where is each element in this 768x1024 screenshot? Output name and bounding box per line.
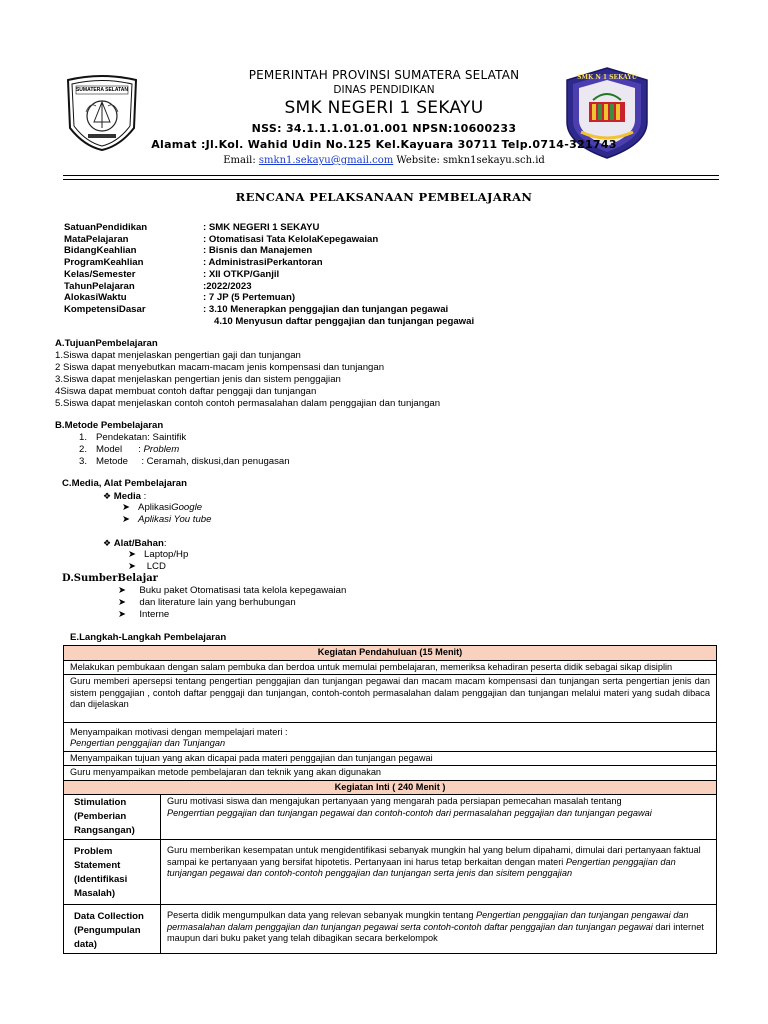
letterhead-school-name: SMK NEGERI 1 SEKAYU	[284, 98, 484, 118]
identity-value: : 7 JP (5 Pertemuan)	[203, 292, 296, 304]
table-row	[64, 795, 717, 840]
section-title: A.TujuanPembelajaran	[55, 338, 158, 349]
table-row	[64, 766, 717, 781]
table-cell: Guru memberi apersepsi tentang pengertian penggajian dan tunjangan pegawai dan macam macam kompensasi dan tunjangan serta pengertian jenis dan sistem penggajian , contoh daftar penggaji dan tunjangan, contoh-contoh permasalahan dalam penggajian dan tunjangan melalui materi yang sudah dibaca dan dijelaskan	[64, 675, 717, 723]
list-item: 2 Siswa dapat menyebutkan macam-macam jenis kompensasi dan tunjangan	[55, 362, 385, 373]
section-tujuan	[55, 338, 735, 410]
list-item: ➤ Laptop/Hp	[128, 549, 189, 560]
identity-block	[0, 222, 768, 332]
step-description: Peserta didik mengumpulkan data yang relevan sebanyak mungkin tentang Pengertian penggajian dan tunjangan pengawai dan permasalahan dalam penggajian dan tunjangan pegawai serta contoh-contoh daftar penggajian dan tunjangan pegawai dari internet maupun dari buku paket yang telah dibagikan secara berkelompok	[161, 905, 717, 954]
identity-value: : Bisnis dan Manajemen	[203, 245, 313, 257]
province-logo-text: SUMATERA SELATAN	[75, 87, 129, 93]
table-cell: Melakukan pembukaan dengan salam pembuka dan berdoa untuk memulai pembelajaran, memeriksa kehadiran peserta didik sebagai sikap disiplin	[64, 660, 717, 675]
section-title: C.Media, Alat Pembelajaran	[62, 478, 187, 489]
table-cell: Menyampaikan tujuan yang akan dicapai pada materi penggajian dan tunjangan pegawai	[64, 751, 717, 766]
identity-key: TahunPelajaran	[64, 280, 135, 292]
media-heading: ❖ Media :	[103, 491, 147, 502]
letterhead-contact	[0, 155, 768, 166]
identity-key: BidangKeahlian	[64, 245, 137, 257]
table-cell: Menyampaikan motivasi dengan mempelajari materi : Pengertian penggajian dan Tunjangan	[64, 722, 717, 751]
list-item: 5.Siswa dapat menjelaskan contoh contoh permasalahan dalam penggajian dan tunjangan	[55, 398, 441, 409]
list-item: ➤ Buku paket Otomatisasi tata kelola kepegawaian	[118, 585, 347, 596]
identity-value: : XII OTKP/Ganjil	[203, 268, 280, 280]
diamond-bullet-icon: ❖	[103, 538, 112, 548]
table-row	[64, 780, 717, 795]
table-row	[64, 646, 717, 661]
section-title: D.SumberBelajar	[62, 573, 158, 584]
diamond-bullet-icon: ❖	[103, 491, 112, 501]
identity-value: : AdministrasiPerkantoran	[203, 257, 323, 269]
document-title: RENCANA PELAKSANAAN PEMBELAJARAN	[235, 190, 533, 204]
identity-value: 4.10 Menyusun daftar penggajian dan tunjangan pegawai	[214, 315, 475, 327]
identity-value: : SMK NEGERI 1 SEKAYU	[203, 222, 320, 233]
list-item: 1.Siswa dapat menjelaskan pengertian gaji dan tunjangan	[55, 350, 301, 361]
identity-value: :2022/2023	[203, 280, 252, 292]
step-description: Guru memberikan kesempatan untuk mengidentifikasi sebanyak mungkin hal yang belum dipahami, dimulai dari pertanyaan faktual sampai ke pertanyaan yang bersifat hipotetis. Pertanyaan ini harus tetap berkaitan dengan materi Pengertian penggajian dan tunjangan pegawai dan contoh-contoh penggajian dan tunjangan serta jenis dan sisitem penggajian	[161, 840, 717, 905]
letterhead-rule-thin	[63, 179, 719, 180]
step-description: Guru motivasi siswa dan mengajukan pertanyaan yang mengarah pada persiapan pemecahan masalah tentang Pengerrtian peggajian dan tunjangan pegawai dan contoh-contoh dari permasalahan peggajian dan tunjangan pegawai	[161, 795, 717, 840]
section-title: E.Langkah-Langkah Pembelajaran	[70, 632, 227, 643]
table-row	[64, 905, 717, 954]
identity-key: KompetensiDasar	[64, 303, 146, 315]
section-metode	[55, 420, 735, 468]
letterhead-nss: NSS: 34.1.1.1.01.01.001 NPSN:10600233	[251, 122, 517, 135]
list-item: ➤ dan literature lain yang berhubungan	[118, 597, 296, 608]
identity-value: : Otomatisasi Tata KelolaKepegawaian	[203, 233, 379, 245]
arrow-bullet-icon: ➤	[128, 561, 137, 572]
table-row	[64, 660, 717, 675]
list-item: ➤ Interne	[118, 609, 170, 620]
step-label: Data Collection (Pengumpulan data)	[64, 905, 161, 954]
identity-key: ProgramKeahlian	[64, 257, 144, 269]
letterhead-province: PEMERINTAH PROVINSI SUMATERA SELATAN	[248, 68, 520, 82]
arrow-bullet-icon: ➤	[118, 585, 127, 596]
list-item: ➤ LCD	[128, 561, 166, 572]
list-item: 4Siswa dapat membuat contoh daftar penggaji dan tunjangan	[55, 386, 317, 397]
identity-key: AlokasiWaktu	[64, 292, 127, 304]
email-link[interactable]: smkn1.sekayu@gmail.com	[258, 155, 394, 166]
school-logo-text: SMK N 1 SEKAYU	[577, 74, 637, 81]
letterhead-address: Alamat :Jl.Kol. Wahid Udin No.125 Kel.Kayuara 30711 Telp.0714-321743	[151, 138, 617, 151]
website-text: Website: smkn1sekayu.sch.id	[393, 155, 545, 166]
letterhead-office: DINAS PENDIDIKAN	[333, 84, 435, 96]
step-label: Stimulation (Pemberian Rangsangan)	[64, 795, 161, 840]
alat-heading: ❖ Alat/Bahan:	[103, 538, 167, 549]
list-item: ➤ AplikasiGoogle	[122, 502, 203, 513]
step-label: Problem Statement (Identifikasi Masalah)	[64, 840, 161, 905]
table-row	[64, 751, 717, 766]
identity-key: MataPelajaran	[64, 233, 129, 245]
learning-steps-table	[63, 645, 717, 954]
email-label: Email:	[223, 155, 259, 166]
list-item: 3. Metode : Ceramah, diskusi,dan penugasan	[79, 456, 290, 467]
table-row	[64, 840, 717, 905]
arrow-bullet-icon: ➤	[118, 609, 127, 620]
identity-key: SatuanPendidikan	[64, 222, 148, 233]
list-item: ➤ Aplikasi You tube	[122, 514, 212, 525]
list-item: 2. Model : Problem	[79, 444, 180, 455]
list-item: 1. Pendekatan: Saintifik	[79, 432, 187, 443]
inti-header: Kegiatan Inti ( 240 Menit )	[64, 780, 717, 795]
arrow-bullet-icon: ➤	[122, 514, 131, 525]
arrow-bullet-icon: ➤	[118, 597, 127, 608]
arrow-bullet-icon: ➤	[128, 549, 137, 560]
pendahuluan-header: Kegiatan Pendahuluan (15 Menit)	[64, 646, 717, 661]
table-cell: Guru menyampaikan metode pembelajaran dan teknik yang akan digunakan	[64, 766, 717, 781]
arrow-bullet-icon: ➤	[122, 502, 131, 513]
table-row	[64, 675, 717, 723]
identity-key: Kelas/Semester	[64, 268, 136, 280]
letterhead-rule-thick	[63, 175, 719, 176]
section-title: B.Metode Pembelajaran	[55, 420, 164, 431]
identity-value: : 3.10 Menerapkan penggajian dan tunjangan pegawai	[203, 303, 449, 315]
table-row	[64, 722, 717, 751]
list-item: 3.Siswa dapat menjelaskan pengertian jenis dan sistem penggajian	[55, 374, 341, 385]
